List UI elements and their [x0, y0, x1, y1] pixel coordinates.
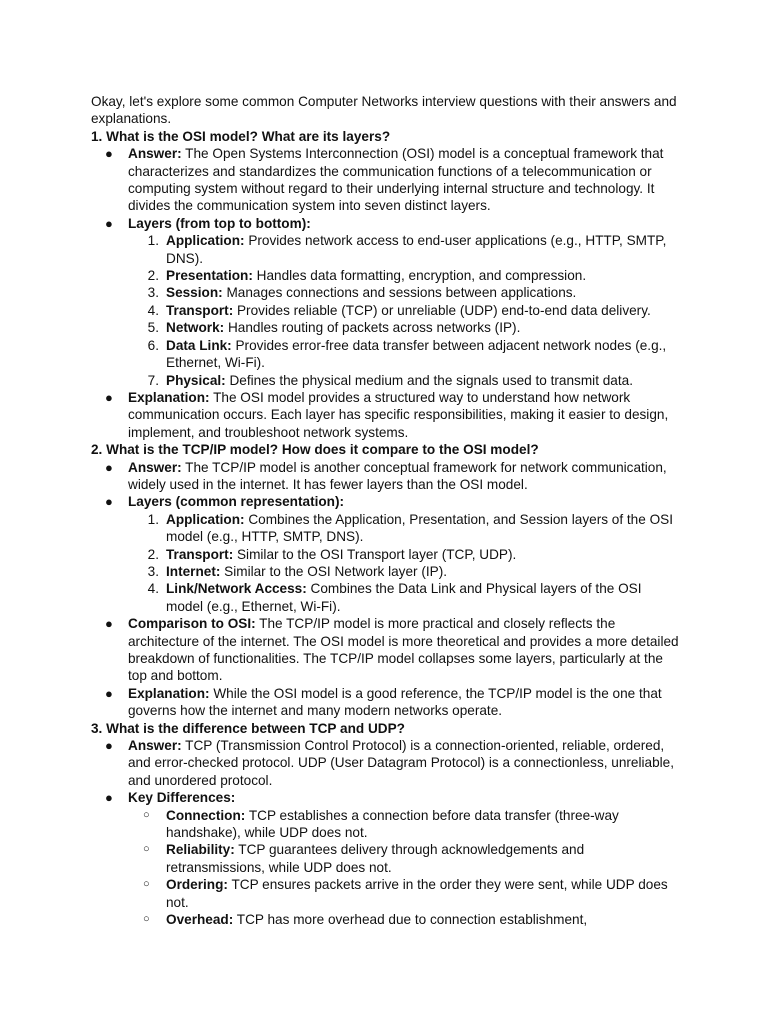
item-text: TCP has more overhead due to connection establishment,	[233, 912, 588, 928]
list-number: 6.	[147, 337, 159, 353]
answer-text: The TCP/IP model is another conceptual framework for network communication, widely used in the internet. It has fewer layers than the OSI model.	[128, 459, 667, 492]
q1-layers-item	[91, 215, 681, 232]
item-text: Manages connections and sessions between applications.	[222, 285, 577, 301]
item-label: Session:	[166, 285, 223, 301]
bullet-marker: ●	[105, 146, 113, 162]
q3-differences-item	[91, 789, 681, 806]
item-text: TCP ensures packets arrive in the order they were sent, while UDP does not.	[166, 877, 668, 910]
differences-label: Key Differences:	[128, 790, 236, 806]
layers-label: Layers (from top to bottom):	[128, 215, 311, 231]
q2-comparison-item	[91, 615, 681, 685]
question-2-heading: 2. What is the TCP/IP model? How does it compare to the OSI model?	[91, 442, 539, 458]
list-number: 4.	[147, 302, 159, 318]
explanation-label: Explanation:	[128, 389, 210, 405]
answer-text: TCP (Transmission Control Protocol) is a connection-oriented, reliable, ordered, and error-checked protocol. UDP (User Datagram Protocol) is a connectionless, unreliable, and unordered protocol.	[128, 738, 675, 788]
item-text: Combines the Data Link and Physical layers of the OSI model (e.g., Ethernet, Wi-Fi).	[166, 581, 642, 614]
item-text: Similar to the OSI Network layer (IP).	[220, 563, 447, 579]
intro-paragraph: Okay, let's explore some common Computer Networks interview questions with their answers and explanations.	[91, 94, 677, 127]
list-item	[91, 546, 681, 563]
list-item	[91, 267, 681, 284]
bullet-marker: ●	[105, 459, 113, 475]
q1-answer-item	[91, 145, 681, 215]
bullet-marker: ●	[105, 494, 113, 510]
explanation-label: Explanation:	[128, 685, 210, 701]
list-item	[91, 807, 681, 842]
item-text: Provides error-free data transfer between adjacent network nodes (e.g., Ethernet, Wi-Fi).	[166, 337, 667, 371]
item-label: Link/Network Access:	[166, 581, 307, 597]
question-3-heading: 3. What is the difference between TCP and UDP?	[91, 720, 405, 736]
bullet-marker: ●	[105, 616, 113, 632]
list-item	[91, 876, 681, 911]
q2-explanation-item	[91, 685, 681, 720]
list-number: 3.	[147, 563, 159, 579]
bullet-marker: ●	[105, 389, 113, 405]
list-item	[91, 337, 681, 372]
circle-bullet-marker: ○	[143, 878, 150, 891]
comparison-label: Comparison to OSI:	[128, 616, 256, 632]
circle-bullet-marker: ○	[143, 913, 150, 926]
item-label: Internet:	[166, 563, 221, 579]
item-label: Presentation:	[166, 268, 253, 284]
item-label: Reliability:	[166, 842, 235, 858]
list-number: 5.	[147, 320, 159, 336]
answer-label: Answer:	[128, 459, 182, 475]
list-item	[91, 372, 681, 389]
comparison-text: The TCP/IP model is more practical and closely reflects the architecture of the internet. The OSI model is more theoretical and provides a more detailed breakdown of functionalities. The TCP/IP model collapses some layers, particularly at the top and bottom.	[128, 616, 679, 684]
item-label: Application:	[166, 233, 245, 249]
list-item	[91, 563, 681, 580]
list-item	[91, 911, 681, 928]
item-label: Transport:	[166, 546, 234, 562]
list-number: 7.	[147, 372, 159, 388]
item-text: Provides reliable (TCP) or unreliable (UDP) end-to-end data delivery.	[233, 302, 651, 318]
item-text: TCP establishes a connection before data transfer (three-way handshake), while UDP does not.	[166, 807, 619, 841]
answer-label: Answer:	[128, 738, 182, 754]
item-label: Data Link:	[166, 337, 232, 353]
list-number: 3.	[147, 285, 159, 301]
list-number: 2.	[147, 268, 159, 284]
bullet-marker: ●	[105, 790, 113, 806]
q2-layers-item	[91, 493, 681, 510]
list-item	[91, 232, 681, 267]
document-page	[91, 93, 681, 929]
explanation-text: The OSI model provides a structured way to understand how network communication occurs. Each layer has specific responsibilities, making it easier to design, implement, and troubleshoot network systems.	[128, 389, 669, 440]
list-number: 1.	[147, 233, 159, 249]
list-item	[91, 302, 681, 319]
item-text: TCP guarantees delivery through acknowledgements and retransmissions, while UDP does not.	[166, 842, 585, 875]
q1-explanation-item	[91, 389, 681, 441]
answer-text: The Open Systems Interconnection (OSI) model is a conceptual framework that characterizes and standardizes the communication functions of a telecommunication or computing system without regard to their underlying internal structure and technology. It divides the communication system into seven distinct layers.	[128, 146, 664, 214]
list-number: 4.	[147, 581, 159, 597]
bullet-marker: ●	[105, 738, 113, 754]
item-label: Connection:	[166, 807, 246, 823]
item-label: Overhead:	[166, 912, 234, 928]
list-item	[91, 284, 681, 301]
question-1-heading: 1. What is the OSI model? What are its layers?	[91, 128, 391, 144]
item-text: Handles data formatting, encryption, and compression.	[252, 268, 587, 284]
list-item	[91, 319, 681, 336]
answer-label: Answer:	[128, 146, 182, 162]
item-text: Defines the physical medium and the signals used to transmit data.	[225, 372, 633, 388]
list-number: 1.	[147, 511, 159, 527]
list-item	[91, 580, 681, 615]
item-text: Handles routing of packets across networks (IP).	[224, 320, 521, 336]
list-item	[91, 841, 681, 876]
item-text: Combines the Application, Presentation, and Session layers of the OSI model (e.g., HTTP, SMTP, DNS).	[166, 511, 673, 545]
q3-answer-item	[91, 737, 681, 789]
item-text: Similar to the OSI Transport layer (TCP, UDP).	[233, 546, 517, 562]
layers-label: Layers (common representation):	[128, 494, 345, 510]
explanation-text: While the OSI model is a good reference, the TCP/IP model is the one that governs how the internet and many modern networks operate.	[128, 685, 662, 719]
q2-answer-item	[91, 459, 681, 494]
item-label: Transport:	[166, 302, 234, 318]
list-number: 2.	[147, 546, 159, 562]
circle-bullet-marker: ○	[143, 808, 150, 821]
item-label: Physical:	[166, 372, 226, 388]
list-item	[91, 511, 681, 546]
bullet-marker: ●	[105, 685, 113, 701]
item-text: Provides network access to end-user applications (e.g., HTTP, SMTP, DNS).	[166, 233, 667, 266]
circle-bullet-marker: ○	[143, 843, 150, 856]
item-label: Ordering:	[166, 877, 228, 893]
item-label: Network:	[166, 320, 225, 336]
item-label: Application:	[166, 511, 245, 527]
bullet-marker: ●	[105, 215, 113, 231]
